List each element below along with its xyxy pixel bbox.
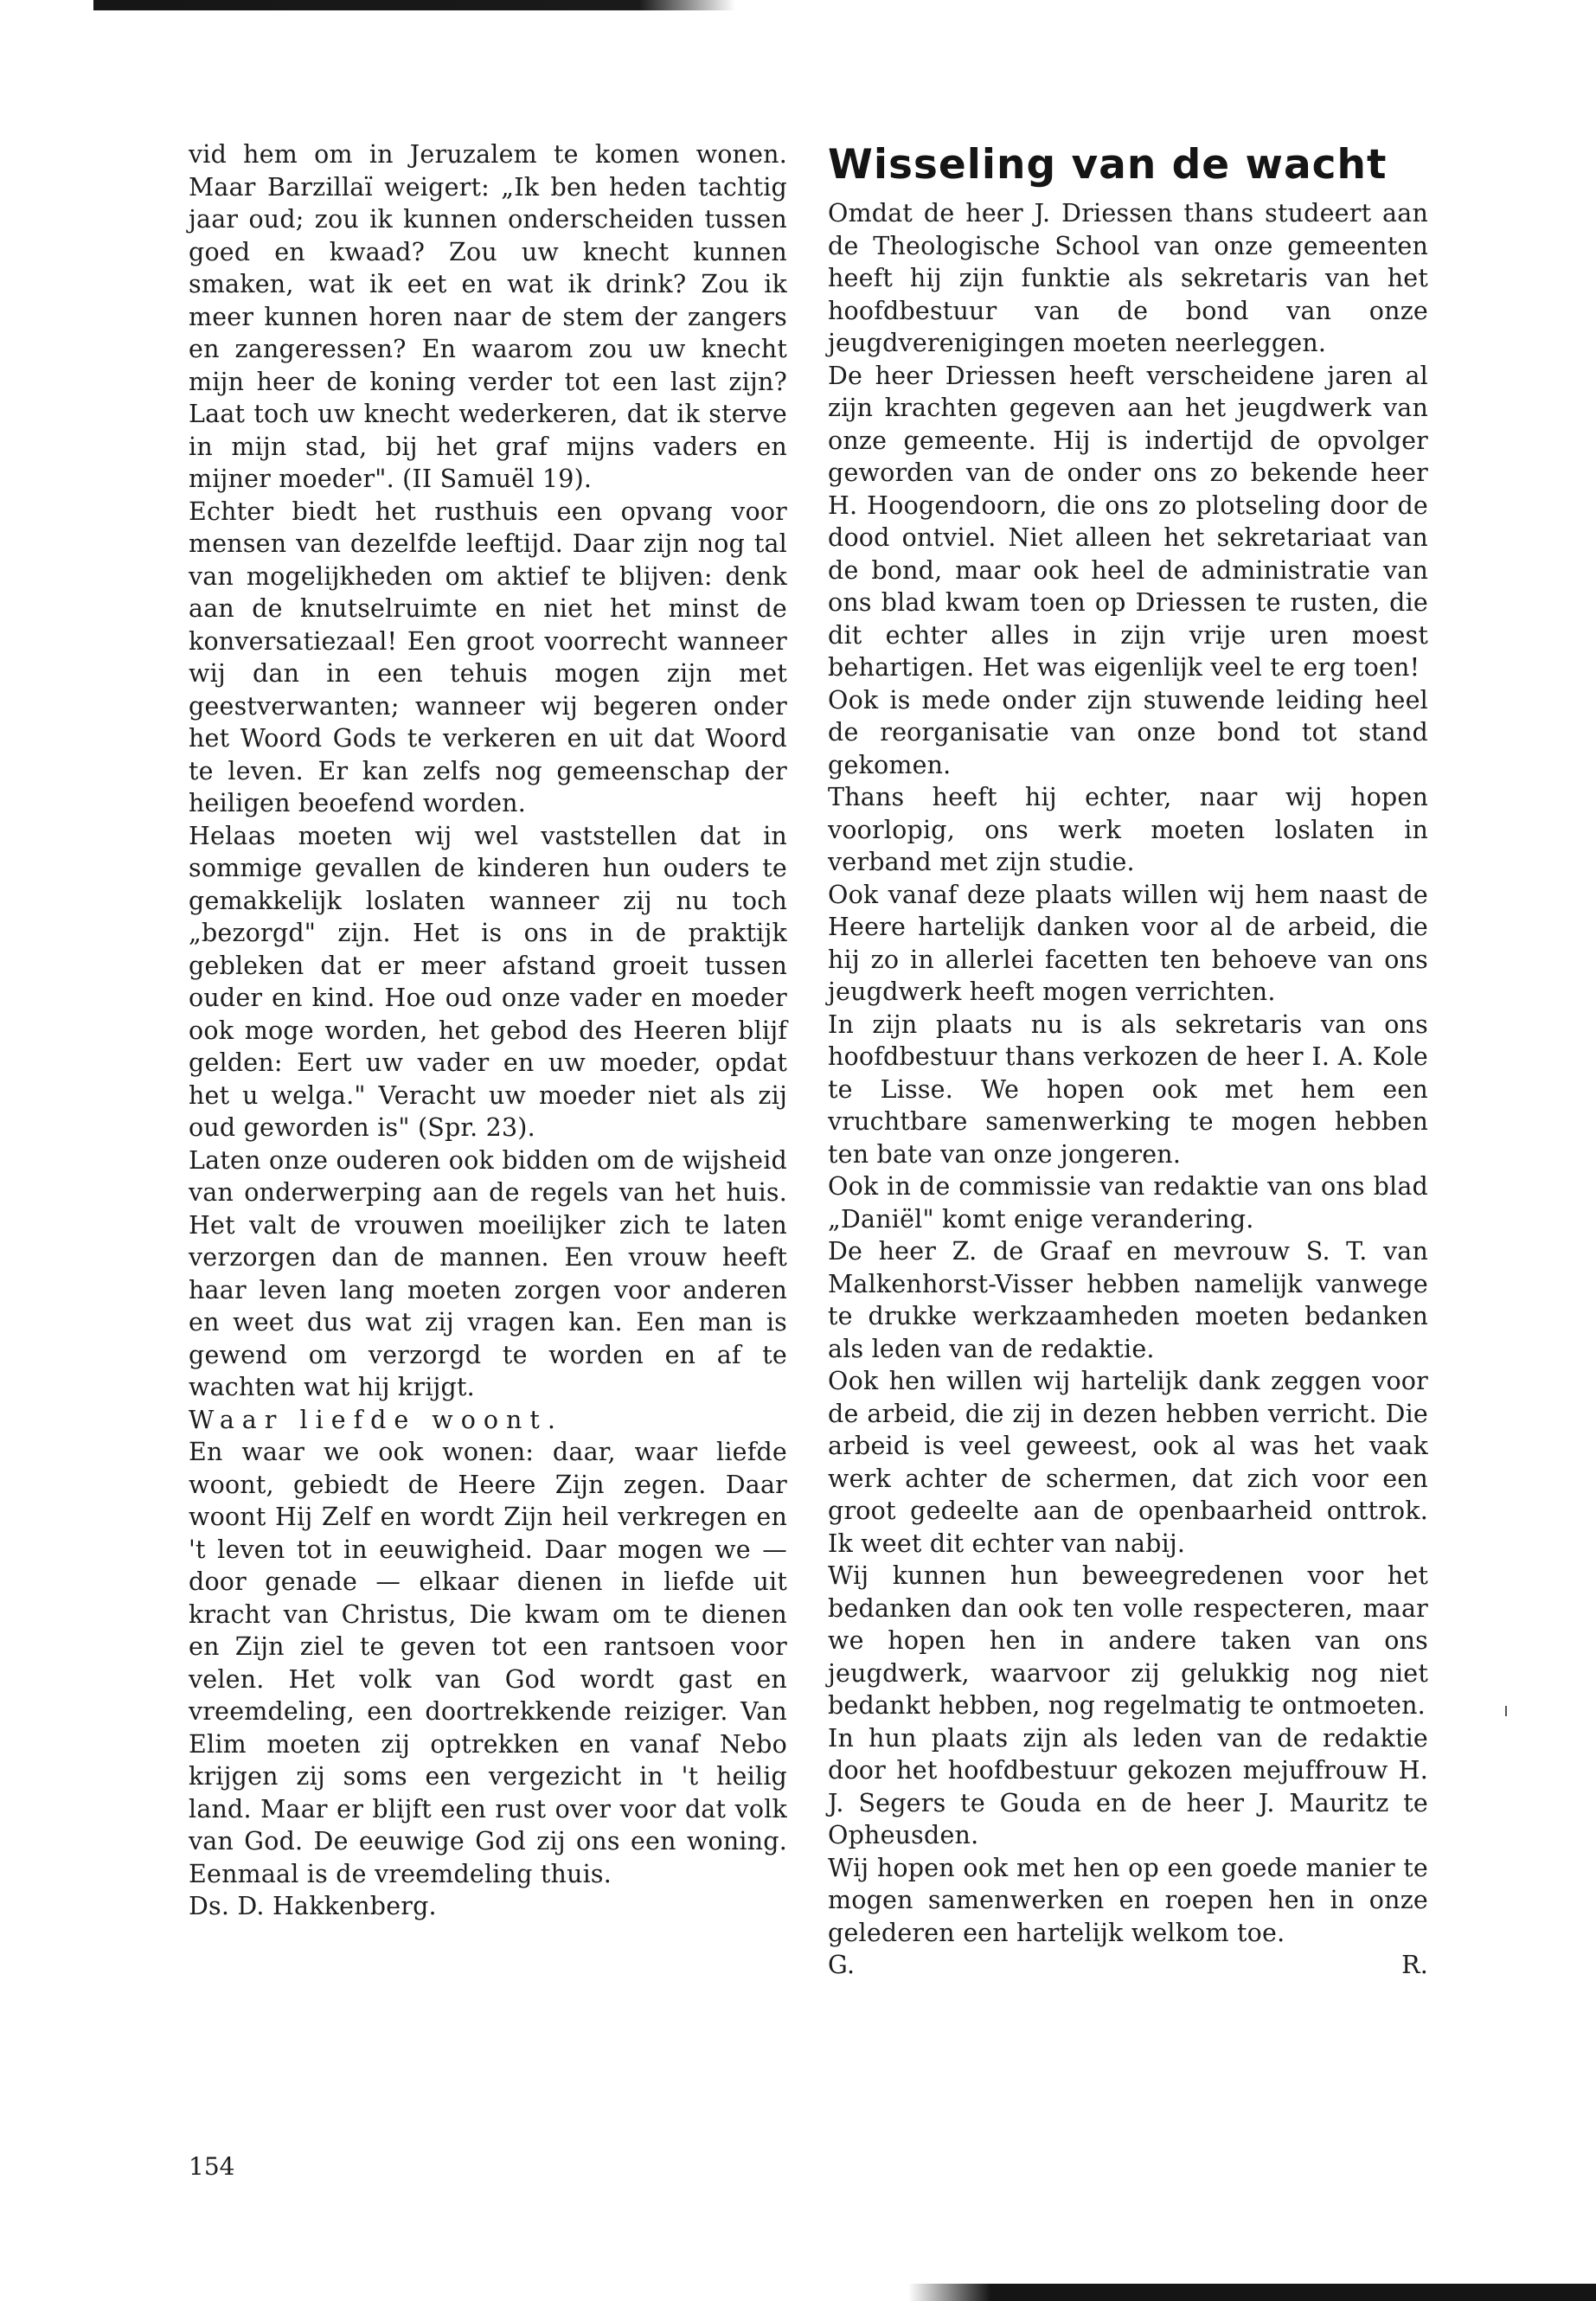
initial-left: G. <box>828 1951 856 1979</box>
paragraph: De heer Driessen heeft verscheidene jaren al zijn krachten gegeven aan het jeugdwerk van onze gemeente. Hij is indertijd de opvolger geworden van de onder ons zo bekende heer H. Hoogendoorn, die ons zo plotseling door de dood ontviel. Niet alleen het sekretariaat van de bond, maar ook heel de administratie van ons blad kwam toen op Driessen te rusten, die dit echter alles in zijn vrije uren moest behartigen. Het was eigenlijk veel te erg toen! <box>828 361 1428 682</box>
section-subheading: Waar liefde woont. <box>189 1405 563 1434</box>
page-number: 154 <box>189 2152 235 2181</box>
initial-right: R. <box>1401 1951 1428 1979</box>
author-signature: Ds. D. Hakkenberg. <box>189 1892 437 1920</box>
left-column <box>189 138 787 1923</box>
paragraph: In hun plaats zijn als leden van de redaktie door het hoofdbestuur gekozen mejuffrouw H. J. Segers te Gouda en de heer J. Mauritz te Opheusden. <box>828 1723 1428 1849</box>
paragraph: De heer Z. de Graaf en mevrouw S. T. van Malkenhorst-Visser hebben namelijk vanwege te drukke werkzaamheden moeten bedanken als leden van de redaktie. <box>828 1237 1428 1363</box>
paragraph: Ook is mede onder zijn stuwende leiding heel de reorganisatie van onze bond tot stand gekomen. <box>828 685 1428 779</box>
article-heading: Wisseling van de wacht <box>828 141 1388 189</box>
top-border-rule <box>93 0 735 10</box>
paragraph: Ook hen willen wij hartelijk dank zeggen voor de arbeid, die zij in dezen hebben verricht. Die arbeid is veel geweest, ook al was het vaak werk achter de schermen, dat zich voor een groot gedeelte aan de openbaarheid onttrok. Ik weet dit echter van nabij. <box>828 1367 1428 1558</box>
paragraph: Helaas moeten wij wel vaststellen dat in sommige gevallen de kinderen hun ouders te gemakkelijk loslaten wanneer zij nu toch „bezorgd" zijn. Het is ons in de praktijk gebleken dat er meer afstand groeit tussen ouder en kind. Hoe oud onze vader en moeder ook moge worden, het gebod des Heeren blijf gelden: Eert uw vader en uw moeder, opdat het u welga." Veracht uw moeder niet als zij oud geworden is" (Spr. 23). <box>189 821 787 1142</box>
paragraph: Thans heeft hij echter, naar wij hopen voorlopig, ons werk moeten loslaten in verband met zijn studie. <box>828 783 1428 876</box>
paragraph: Wij kunnen hun beweegredenen voor het bedanken dan ook ten volle respecteren, maar we hopen hen in andere taken van ons jeugdwerk, waarvoor zij gelukkig nog niet bedankt hebben, nog regelmatig te ontmoeten. <box>828 1561 1428 1720</box>
paragraph: vid hem om in Jeruzalem te komen wonen. Maar Barzillaï weigert: „Ik ben heden tachtig jaar oud; zou ik kunnen onderscheiden tussen goed en kwaad? Zou uw knecht kunnen smaken, wat ik eet en wat ik drink? Zou ik meer kunnen horen naar de stem der zangers en zangeressen? En waarom zou uw knecht mijn heer de koning verder tot een last zijn? Laat toch uw knecht wederkeren, dat ik sterve in mijn stad, bij het graf mijns vaders en mijner moeder". (II Samuël 19). <box>189 140 787 493</box>
margin-mark <box>1505 1706 1507 1716</box>
paragraph: En waar we ook wonen: daar, waar liefde woont, gebiedt de Heere Zijn zegen. Daar woont Hij Zelf en wordt Zijn heil verkregen en 't leven tot in eeuwigheid. Daar mogen we — door genade — elkaar dienen in liefde uit kracht van Christus, Die kwam om te dienen en Zijn ziel te geven tot een rantsoen voor velen. Het volk van God wordt gast en vreemdeling, een doortrekkende reiziger. Van Elim moeten zij optrekken en vanaf Nebo krijgen zij soms een vergezicht in 't heilig land. Maar er blijft een rust over voor dat volk van God. De eeuwige God zij ons een woning. Eenmaal is de vreemdeling thuis. <box>189 1438 787 1888</box>
bottom-border-rule <box>908 2284 1596 2301</box>
paragraph: Ook vanaf deze plaats willen wij hem naast de Heere hartelijk danken voor al de arbeid, die hij zo in allerlei facetten ten behoeve van ons jeugdwerk heeft mogen verrichten. <box>828 880 1428 1006</box>
paragraph: Omdat de heer J. Driessen thans studeert aan de Theologische School van onze gemeenten heeft hij zijn funktie als sekretaris van het hoofdbestuur van de bond van onze jeugdverenigingen moeten neerleggen. <box>828 199 1428 357</box>
paragraph: Ook in de commissie van redaktie van ons blad „Daniël" komt enige verandering. <box>828 1172 1428 1234</box>
paragraph: Laten onze ouderen ook bidden om de wijsheid van onderwerping aan de regels van het huis. Het valt de vrouwen moeilijker zich te laten verzorgen dan de mannen. Een vrouw heeft haar leven lang moeten zorgen voor anderen en weet dus wat zij vragen kan. Een man is gewend om verzorgd te worden en af te wachten wat hij krijgt. <box>189 1145 787 1401</box>
paragraph: Echter biedt het rusthuis een opvang voor mensen van dezelfde leeftijd. Daar zijn nog tal van mogelijkheden om aktief te blijven: denk aan de knutselruimte en niet het minst de konversatiezaal! Een groot voorrecht wanneer wij dan in een tehuis mogen zijn met geestverwanten; wanneer wij begeren onder het Woord Gods te verkeren en uit dat Woord te leven. Er kan zelfs nog gemeenschap der heiligen beoefend worden. <box>189 497 787 817</box>
paragraph: Wij hopen ook met hen op een goede manier te mogen samenwerken en roepen hen in onze gelederen een hartelijk welkom toe. <box>828 1853 1428 1947</box>
right-column <box>828 140 1428 1982</box>
paragraph: In zijn plaats nu is als sekretaris van ons hoofdbestuur thans verkozen de heer I. A. Kole te Lisse. We hopen ook met hem een vruchtbare samenwerking te mogen hebben ten bate van onze jongeren. <box>828 1009 1428 1169</box>
author-initials <box>828 1949 1428 1982</box>
